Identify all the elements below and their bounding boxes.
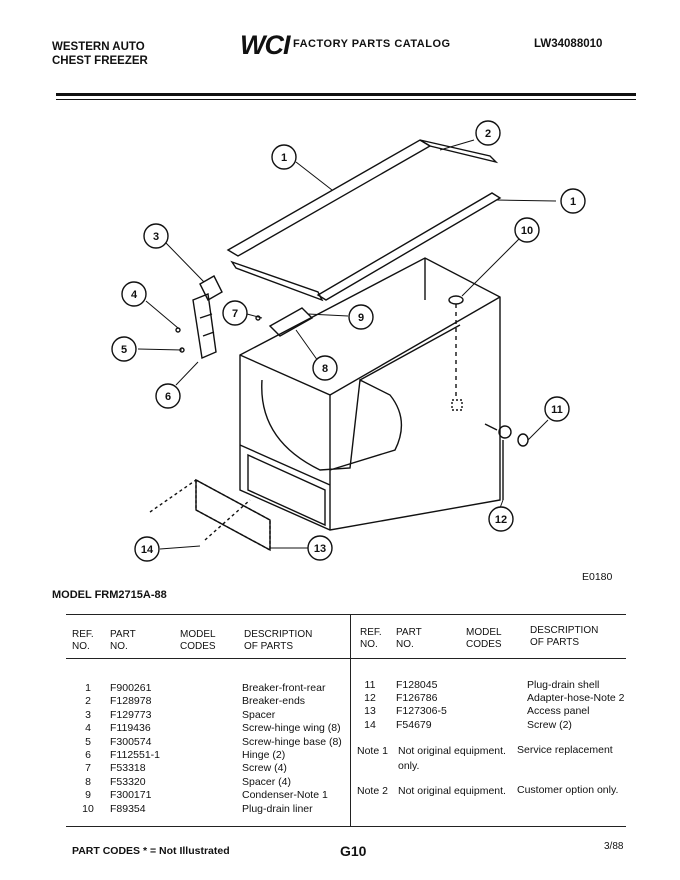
table-cell-part: F119436 [110, 722, 151, 735]
table-cell-desc: Breaker-front-rear [242, 682, 326, 694]
table-cell-part: F128045 [396, 679, 438, 691]
table-cell-desc: Plug-drain liner [242, 802, 313, 815]
header-line-2: CHEST FREEZER [52, 55, 148, 67]
callout-label: 9 [357, 312, 365, 324]
table-cell-desc: Spacer (4) [242, 775, 292, 788]
model-number: MODEL FRM2715A-88 [52, 589, 167, 601]
catalog-title: FACTORY PARTS CATALOG [293, 38, 451, 50]
access-panel-part [150, 480, 270, 550]
table-cell-part: F53318 [110, 762, 146, 775]
header-ref-no: REF. NO. [72, 629, 94, 652]
table-cell-part: F53320 [110, 775, 146, 788]
table-cell-ref: 3 [85, 708, 91, 721]
page-number: G10 [340, 843, 367, 859]
table-cell-desc: Screw (2) [527, 718, 572, 731]
table-cell-part: F128978 [110, 695, 152, 708]
table-cell-ref: 4 [85, 722, 91, 735]
table-cell-desc: Screw (4) [242, 762, 287, 775]
header-description: DESCRIPTION OF PARTS [244, 629, 313, 652]
table-cell-ref: 13 [364, 705, 376, 718]
callout-label: 1 [280, 152, 288, 164]
table-cell-desc: Screw-hinge wing (8) [242, 722, 341, 735]
table-cell-desc: Breaker-ends [242, 695, 306, 708]
header-model-name [52, 40, 148, 68]
table-cell-desc: Screw-hinge base (8) [242, 735, 342, 748]
note-1-label: Note 1 [357, 745, 388, 757]
table-cell-ref: 14 [364, 718, 376, 731]
brand-logo: WCI [240, 30, 290, 60]
table-cell-desc: Condenser-Note 1 [242, 789, 328, 802]
table-cell-part: F300171 [110, 789, 152, 802]
issue-date: 3/88 [604, 841, 624, 852]
catalog-number: LW34088010 [534, 38, 603, 50]
header-ref-no-right: REF. NO. [360, 627, 382, 650]
table-cell-ref: 9 [85, 789, 91, 802]
table-cell-ref: 2 [85, 695, 91, 708]
table-cell-ref: 5 [85, 735, 91, 748]
callout-label: 8 [321, 363, 329, 375]
table-cell-desc: Adapter-hose-Note 2 [527, 692, 625, 705]
table-cell-desc: Hinge (2) [242, 749, 286, 761]
callout-label: 10 [520, 225, 534, 237]
table-cell-ref: 6 [85, 749, 91, 761]
note-1-text: Not original equipment. [398, 745, 506, 757]
freezer-cabinet [240, 258, 500, 530]
header-model-codes: MODEL CODES [180, 629, 216, 652]
header-description-right: DESCRIPTION OF PARTS [530, 625, 599, 648]
table-cell-desc: Plug-drain shell [527, 679, 600, 691]
table-cell-desc: Access panel [527, 705, 590, 718]
exploded-parts-diagram [0, 100, 680, 570]
callout-label: 7 [231, 308, 239, 320]
callout-label: 14 [140, 544, 154, 556]
table-cell-part: F900261 [110, 682, 152, 694]
drain-plug-parts [449, 296, 528, 500]
header-model-codes-right: MODEL CODES [466, 627, 502, 650]
table-cell-ref: 1 [85, 682, 91, 694]
callout-label: 3 [152, 231, 160, 243]
table-header-rule [66, 658, 626, 659]
note-2-text: Not original equipment. [398, 785, 506, 797]
table-top-rule [66, 614, 626, 615]
note-1-text-cont: only. [398, 760, 420, 772]
callout-label: 2 [484, 128, 492, 140]
table-cell-part: F54679 [396, 718, 432, 731]
callout-label: 11 [551, 404, 563, 416]
table-cell-part: F300574 [110, 735, 152, 748]
table-cell-part: F127306-5 [396, 705, 447, 718]
callout-label: 13 [313, 543, 327, 555]
breaker-front-rear-bottom [318, 193, 500, 300]
breaker-end-left [232, 262, 322, 300]
table-cell-part: F126786 [396, 692, 438, 705]
table-cell-part: F89354 [110, 802, 146, 815]
table-bottom-rule [66, 826, 626, 827]
callout-label: 5 [120, 344, 128, 356]
note-2-desc: Customer option only. [517, 784, 619, 796]
table-cell-ref: 7 [85, 762, 91, 775]
note-2-label: Note 2 [357, 785, 388, 797]
callout-label: 6 [164, 391, 172, 403]
note-1-desc: Service replacement [517, 744, 613, 756]
hinge-assembly [176, 276, 222, 358]
table-cell-part: F112551-1 [110, 749, 161, 761]
header-part-no: PART NO. [110, 629, 136, 652]
callout-label: 12 [494, 514, 508, 526]
figure-code: E0180 [582, 571, 613, 583]
callout-label: 4 [130, 289, 138, 301]
table-cell-ref: 12 [364, 692, 376, 705]
part-codes-legend: PART CODES * = Not Illustrated [72, 845, 230, 857]
table-cell-part: F129773 [110, 708, 152, 721]
table-cell-ref: 8 [85, 775, 91, 788]
table-column-divider [350, 615, 351, 826]
callout-label: 1 [569, 196, 577, 208]
table-cell-desc: Spacer [242, 708, 276, 721]
header-part-no-right: PART NO. [396, 627, 422, 650]
header-line-1: WESTERN AUTO [52, 41, 145, 53]
table-cell-ref: 10 [82, 802, 94, 815]
header-rule-thick [56, 93, 636, 96]
breaker-front-rear-top [228, 140, 430, 256]
table-cell-ref: 11 [364, 679, 376, 691]
